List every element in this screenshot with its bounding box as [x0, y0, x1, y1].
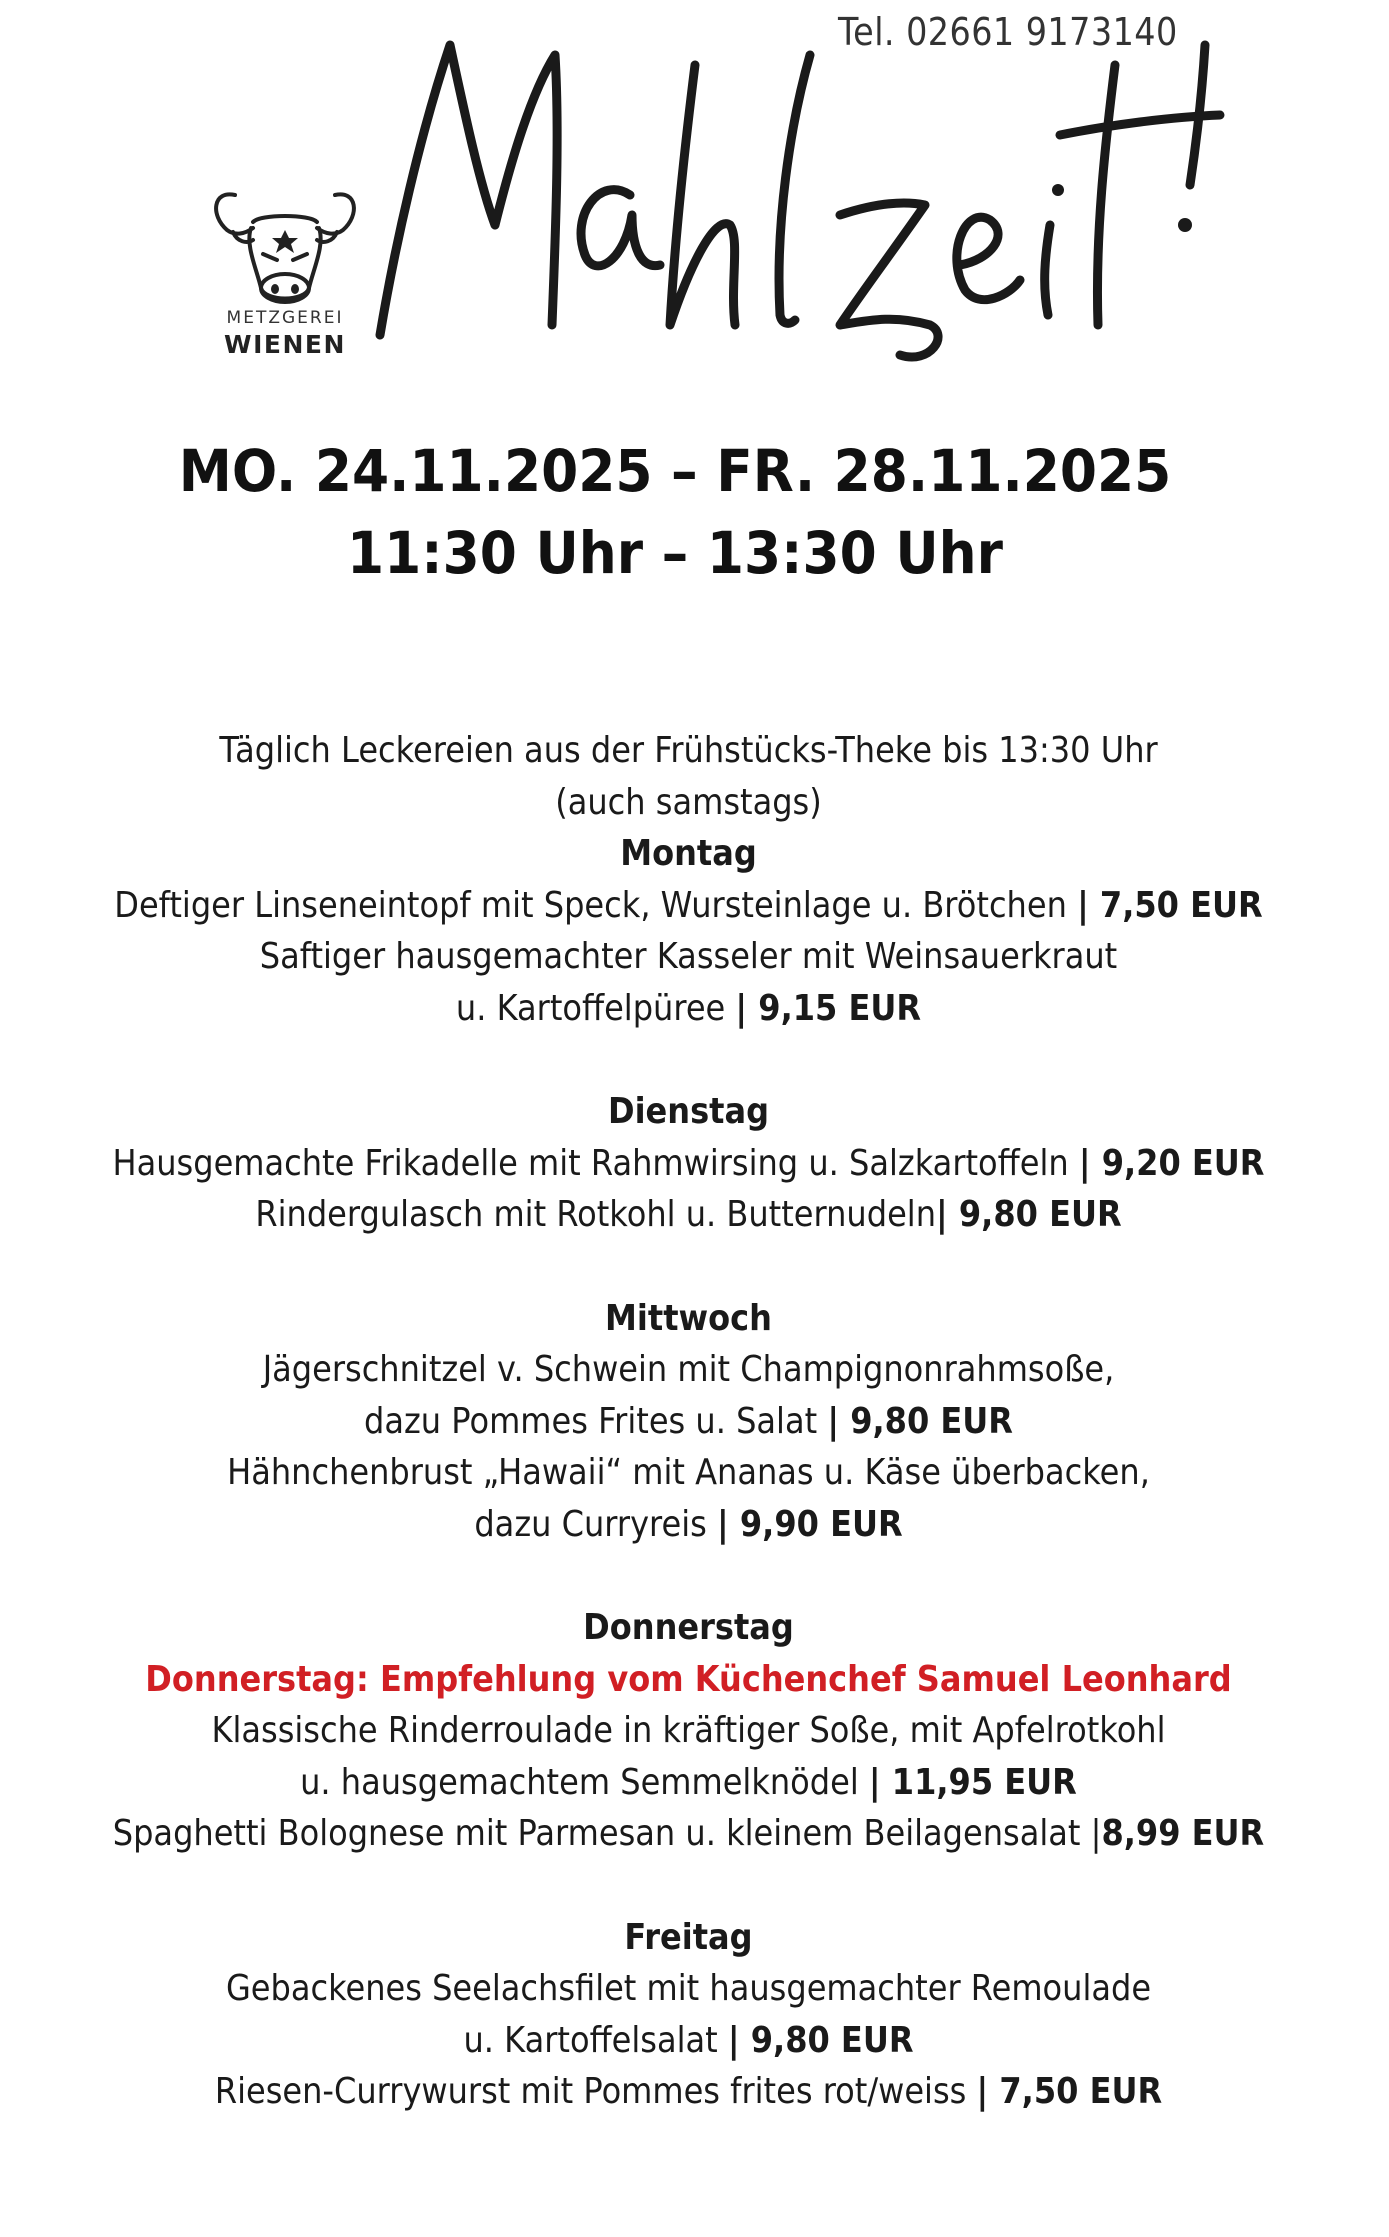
menu-item: [76, 880, 1302, 932]
dish-price: | 9,80 EUR: [936, 1194, 1122, 1236]
menu-item: [76, 1138, 1302, 1190]
intro-line: Täglich Leckereien aus der Frühstücks-Theke bis 13:30 Uhr: [219, 730, 1158, 771]
dish-text: Saftiger hausgemachter Kasseler mit Weinsauerkraut: [259, 936, 1118, 978]
spacer: [0, 1035, 1377, 1087]
menu-item: [76, 2066, 1302, 2118]
dish-text: Hausgemachte Frikadelle mit Rahmwirsing u. Salzkartoffeln: [112, 1142, 1079, 1184]
date-block: [0, 430, 1350, 594]
dish-text: u. hausgemachtem Semmelknödel: [300, 1761, 869, 1803]
dish-text: Spaghetti Bolognese mit Parmesan u. kleinem Beilagensalat |: [112, 1813, 1102, 1855]
logo-text-small: METZGEREI: [226, 308, 344, 328]
chef-recommendation: Donnerstag: Empfehlung vom Küchenchef Samuel Leonhard: [145, 1658, 1232, 1700]
dish-price: | 9,80 EUR: [727, 2019, 914, 2061]
header: [0, 0, 1389, 370]
dish-text: Klassische Rinderroulade in kräftiger Soße, mit Apfelrotkohl: [211, 1710, 1166, 1752]
menu-item: [76, 1189, 1302, 1241]
intro-note: (auch samstags): [555, 781, 822, 823]
menu-item: [76, 1757, 1302, 1809]
dish-price: | 9,20 EUR: [1078, 1142, 1265, 1184]
mahlzeit-script-logo: [370, 25, 1240, 375]
dish-text: u. Kartoffelpüree: [455, 987, 736, 1029]
phone-number[interactable]: Tel. 02661 9173140: [838, 10, 1178, 54]
menu-item: [76, 2015, 1302, 2067]
dish-text: dazu Curryreis: [474, 1503, 718, 1545]
dish-text: Jägerschnitzel v. Schwein mit Champignonrahmsoße,: [262, 1349, 1115, 1391]
date-range: MO. 24.11.2025 – FR. 28.11.2025: [178, 437, 1172, 505]
dish-price: | 11,95 EUR: [868, 1761, 1077, 1803]
logo-text-large: WIENEN: [224, 330, 346, 359]
spacer: [0, 1551, 1377, 1603]
dish-price: | 7,50 EUR: [976, 2071, 1163, 2113]
day-heading-thursday: Donnerstag: [583, 1607, 794, 1649]
day-heading-friday: Freitag: [624, 1916, 753, 1958]
weekly-menu: [0, 725, 1377, 2118]
dish-text: dazu Pommes Frites u. Salat: [364, 1400, 828, 1442]
menu-item: [76, 1396, 1302, 1448]
dish-price: 8,99 EUR: [1101, 1813, 1265, 1855]
day-heading-tuesday: Dienstag: [607, 1091, 770, 1133]
dish-price: | 7,50 EUR: [1077, 884, 1263, 926]
day-heading-wednesday: Mittwoch: [605, 1297, 772, 1339]
menu-item: [76, 1499, 1302, 1551]
menu-item: [76, 983, 1302, 1035]
menu-item: [76, 1808, 1302, 1860]
dish-text: Gebackenes Seelachsfilet mit hausgemachter Remoulade: [225, 1968, 1152, 2010]
dish-text: Rindergulasch mit Rotkohl u. Butternudeln: [255, 1194, 937, 1236]
opening-hours: 11:30 Uhr – 13:30 Uhr: [347, 519, 1003, 587]
dish-price: | 9,80 EUR: [827, 1400, 1013, 1442]
spacer: [0, 1860, 1377, 1912]
day-heading-monday: Montag: [620, 833, 757, 875]
dish-text: Riesen-Currywurst mit Pommes frites rot/weiss: [214, 2071, 977, 2113]
dish-text: Deftiger Linseneintopf mit Speck, Wursteinlage u. Brötchen: [114, 884, 1078, 926]
dish-text: u. Kartoffelsalat: [463, 2019, 728, 2061]
spacer: [0, 1241, 1377, 1293]
dish-text: Hähnchenbrust „Hawaii“ mit Ananas u. Käse überbacken,: [227, 1452, 1150, 1494]
dish-price: | 9,15 EUR: [735, 987, 922, 1029]
dish-price: | 9,90 EUR: [717, 1503, 903, 1545]
